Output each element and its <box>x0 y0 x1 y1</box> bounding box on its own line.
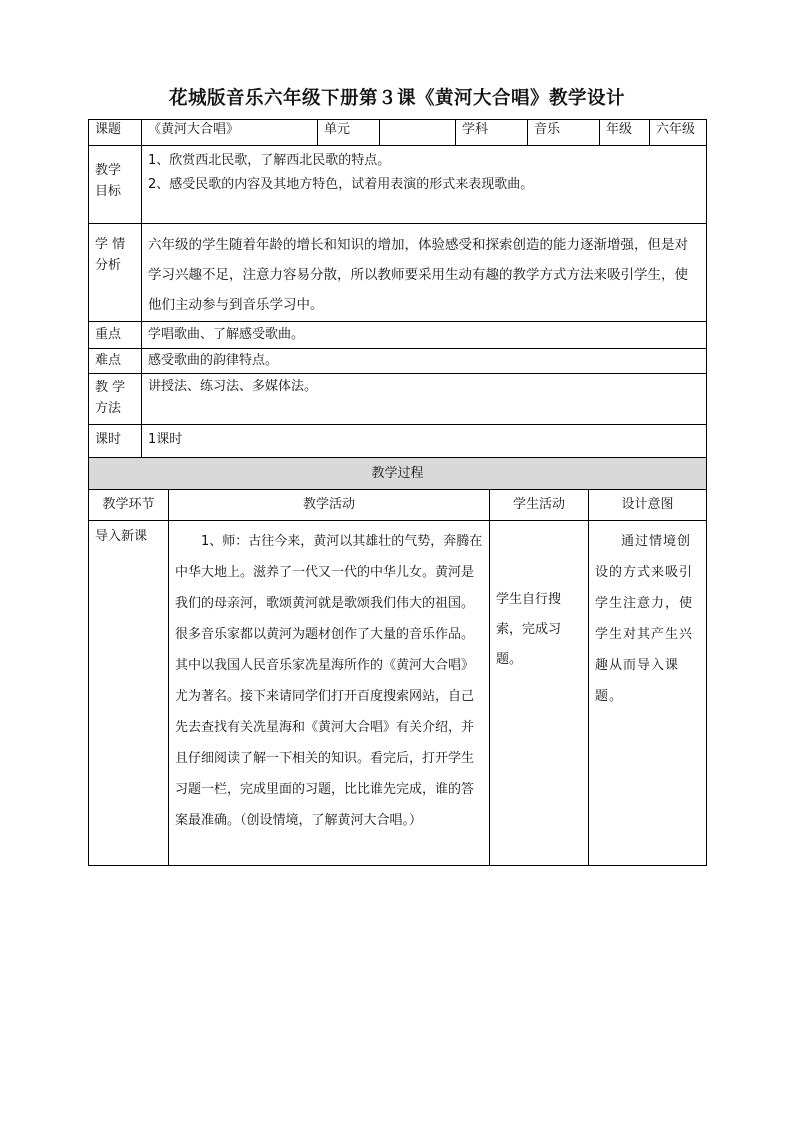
column-header: 设计意图 <box>589 490 707 521</box>
student-activity-cell: 学生自行搜索，完成习题。 <box>490 521 589 866</box>
hours-text: 1课时 <box>142 425 707 458</box>
table-row <box>89 521 707 866</box>
goals-label: 教学 目标 <box>89 146 142 224</box>
grade-value: 六年级 <box>650 120 707 146</box>
goals-row <box>89 146 707 224</box>
stage-cell: 导入新课 <box>89 521 169 866</box>
info-row <box>89 120 707 146</box>
goal-item: 1、欣赏西北民歌，了解西北民歌的特点。 <box>148 153 391 168</box>
topic-label: 课题 <box>89 120 142 146</box>
analysis-label: 学 情 分析 <box>89 224 142 322</box>
goals-content <box>142 146 707 224</box>
unit-value <box>380 120 456 146</box>
key-points-text: 学唱歌曲、了解感受歌曲。 <box>142 322 707 349</box>
difficulties-row <box>89 349 707 374</box>
difficulties-text: 感受歌曲的韵律特点。 <box>142 349 707 374</box>
key-points-row <box>89 322 707 349</box>
process-heading: 教学过程 <box>89 458 707 490</box>
methods-label: 教 学 方法 <box>89 374 142 425</box>
key-points-label: 重点 <box>89 322 142 349</box>
unit-label: 单元 <box>318 120 380 146</box>
design-intent-cell: 通过情境创设的方式来吸引学生注意力，使学生对其产生兴趣从而导入课题。 <box>589 521 707 866</box>
lesson-info-table <box>88 119 707 458</box>
hours-row <box>89 425 707 458</box>
analysis-row <box>89 224 707 322</box>
column-header: 教学环节 <box>89 490 169 521</box>
column-header: 学生活动 <box>490 490 589 521</box>
teaching-process-table <box>88 457 707 866</box>
goal-item: 2、感受民歌的内容及其地方特色，试着用表演的形式来表现歌曲。 <box>148 177 534 192</box>
subject-value: 音乐 <box>528 120 600 146</box>
activity-cell: 1、师：古往今来，黄河以其雄壮的气势，奔腾在中华大地上。滋养了一代又一代的中华儿女。黄河是我们的母亲河，歌颂黄河就是歌颂我们伟大的祖国。很多音乐家都以黄河为题材创作了大量的音乐作品。其中以我国人民音乐家冼星海所作的《黄河大合唱》尤为著名。接下来请同学们打开百度搜索网站，自己先去查找有关冼星海和《黄河大合唱》有关介绍，并且仔细阅读了解一下相关的知识。看完后，打开学生习题一栏，完成里面的习题，比比谁先完成，谁的答案最准确。（创设情境，了解黄河大合唱。） <box>169 521 490 866</box>
document-title: 花城版音乐六年级下册第３课《黄河大合唱》教学设计 <box>168 88 625 109</box>
process-header-row <box>89 490 707 521</box>
methods-text: 讲授法、练习法、多媒体法。 <box>142 374 707 425</box>
subject-label: 学科 <box>456 120 528 146</box>
column-header: 教学活动 <box>169 490 490 521</box>
analysis-text: 六年级的学生随着年龄的增长和知识的增加，体验感受和探索创造的能力逐渐增强，但是对学习兴趣不足，注意力容易分散，所以教师要采用生动有趣的教学方式方法来吸引学生，使他们主动参与到音乐学习中。 <box>142 224 707 322</box>
methods-row <box>89 374 707 425</box>
grade-label: 年级 <box>600 120 650 146</box>
difficulties-label: 难点 <box>89 349 142 374</box>
hours-label: 课时 <box>89 425 142 458</box>
topic-value: 《黄河大合唱》 <box>142 120 318 146</box>
process-heading-row <box>89 458 707 490</box>
